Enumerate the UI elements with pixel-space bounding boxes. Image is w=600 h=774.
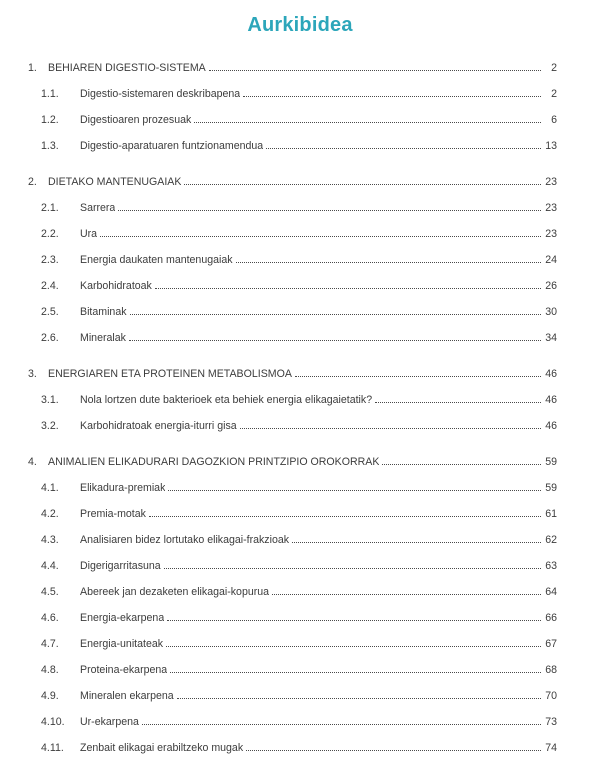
toc-entry-page: 68 bbox=[545, 664, 557, 676]
toc-entry[interactable] bbox=[28, 228, 557, 254]
dot-leader bbox=[266, 148, 541, 149]
dot-leader bbox=[382, 464, 541, 465]
toc-entry[interactable] bbox=[28, 612, 557, 638]
toc-entry-number: 4.8. bbox=[41, 664, 59, 676]
toc-entry-title: Ura bbox=[80, 228, 98, 240]
toc-entry-title: Digestioaren prozesuak bbox=[80, 114, 192, 126]
toc-entry-number: 4.10. bbox=[41, 716, 65, 728]
toc-entry[interactable] bbox=[28, 62, 557, 88]
toc-entry-number: 1.2. bbox=[41, 114, 59, 126]
toc-entry-page: 26 bbox=[545, 280, 557, 292]
toc-entry[interactable] bbox=[28, 638, 557, 664]
toc-entry-page: 59 bbox=[545, 456, 557, 468]
toc-entry-title: Karbohidratoak bbox=[80, 280, 152, 292]
toc-section bbox=[28, 368, 557, 446]
toc-entry-number: 2.6. bbox=[41, 332, 59, 344]
toc-entry-number: 4.2. bbox=[41, 508, 59, 520]
toc-entry[interactable] bbox=[28, 716, 557, 742]
toc-entry-page: 46 bbox=[545, 368, 557, 380]
dot-leader bbox=[100, 236, 541, 237]
toc-entry-title: Energia daukaten mantenugaiak bbox=[80, 254, 233, 266]
toc-entry-number: 4. bbox=[28, 456, 37, 468]
dot-leader bbox=[184, 184, 541, 185]
toc-entry-number: 2.5. bbox=[41, 306, 59, 318]
toc-entry-title: Karbohidratoak energia-iturri gisa bbox=[80, 420, 237, 432]
toc-entry-number: 4.6. bbox=[41, 612, 59, 624]
toc-list bbox=[28, 62, 557, 768]
toc-entry-number: 4.11. bbox=[41, 742, 64, 754]
toc-entry-number: 4.4. bbox=[41, 560, 59, 572]
toc-entry-number: 3.1. bbox=[41, 394, 59, 406]
toc-entry-number: 2.2. bbox=[41, 228, 59, 240]
toc-entry[interactable] bbox=[28, 254, 557, 280]
toc-entry-title: Ur-ekarpena bbox=[80, 716, 139, 728]
toc-entry-title: DIETAKO MANTENUGAIAK bbox=[48, 176, 182, 188]
toc-entry[interactable] bbox=[28, 742, 557, 768]
toc-entry-number: 2.1. bbox=[41, 202, 59, 214]
toc-entry-page: 63 bbox=[545, 560, 557, 572]
toc-entry-page: 46 bbox=[545, 420, 557, 432]
toc-entry-page: 13 bbox=[545, 140, 557, 152]
toc-entry-title: Elikadura-premiak bbox=[80, 482, 166, 494]
toc-entry-title: BEHIAREN DIGESTIO-SISTEMA bbox=[48, 62, 206, 74]
dot-leader bbox=[246, 750, 541, 751]
toc-entry-page: 34 bbox=[545, 332, 557, 344]
dot-leader bbox=[243, 96, 541, 97]
dot-leader bbox=[168, 490, 541, 491]
toc-entry-page: 61 bbox=[545, 508, 557, 520]
toc-entry-page: 70 bbox=[545, 690, 557, 702]
toc-entry-page: 73 bbox=[545, 716, 557, 728]
dot-leader bbox=[194, 122, 541, 123]
dot-leader bbox=[167, 620, 541, 621]
toc-entry[interactable] bbox=[28, 306, 557, 332]
toc-entry-title: Digestio-sistemaren deskribapena bbox=[80, 88, 241, 100]
toc-entry[interactable] bbox=[28, 176, 557, 202]
dot-leader bbox=[129, 340, 541, 341]
toc-entry-page: 2 bbox=[551, 62, 557, 74]
toc-entry-title: Premia-motak bbox=[80, 508, 146, 520]
toc-entry-number: 2.3. bbox=[41, 254, 59, 266]
dot-leader bbox=[177, 698, 541, 699]
toc-entry[interactable] bbox=[28, 280, 557, 306]
toc-entry-number: 4.7. bbox=[41, 638, 59, 650]
toc-entry-title: ENERGIAREN ETA PROTEINEN METABOLISMOA bbox=[48, 368, 292, 380]
toc-section bbox=[28, 176, 557, 358]
toc-entry-number: 1.3. bbox=[41, 140, 59, 152]
toc-entry-title: Mineralak bbox=[80, 332, 126, 344]
dot-leader bbox=[209, 70, 541, 71]
toc-entry[interactable] bbox=[28, 368, 557, 394]
toc-entry-number: 1.1. bbox=[41, 88, 59, 100]
toc-entry[interactable] bbox=[28, 664, 557, 690]
toc-entry[interactable] bbox=[28, 586, 557, 612]
toc-entry-page: 23 bbox=[545, 228, 557, 240]
toc-entry[interactable] bbox=[28, 508, 557, 534]
dot-leader bbox=[155, 288, 541, 289]
toc-entry-title: Mineralen ekarpena bbox=[80, 690, 174, 702]
toc-entry-number: 2.4. bbox=[41, 280, 59, 292]
toc-entry-page: 62 bbox=[545, 534, 557, 546]
dot-leader bbox=[240, 428, 541, 429]
toc-entry-title: ANIMALIEN ELIKADURARI DAGOZKION PRINTZIPIO OROKORRAK bbox=[48, 456, 380, 468]
toc-entry[interactable] bbox=[28, 114, 557, 140]
toc-entry-page: 23 bbox=[545, 202, 557, 214]
toc-entry[interactable] bbox=[28, 690, 557, 716]
toc-entry[interactable] bbox=[28, 140, 557, 166]
toc-entry-page: 23 bbox=[545, 176, 557, 188]
toc-entry-number: 2. bbox=[28, 176, 37, 188]
dot-leader bbox=[292, 542, 541, 543]
toc-entry-page: 59 bbox=[545, 482, 557, 494]
toc-entry-number: 3. bbox=[28, 368, 37, 380]
toc-entry-number: 4.9. bbox=[41, 690, 59, 702]
toc-entry[interactable] bbox=[28, 420, 557, 446]
toc-entry-title: Nola lortzen dute bakterioek eta behiek energia elikagaietatik? bbox=[80, 394, 373, 406]
toc-entry[interactable] bbox=[28, 332, 557, 358]
dot-leader bbox=[149, 516, 541, 517]
toc-entry-page: 6 bbox=[551, 114, 557, 126]
toc-entry-page: 30 bbox=[545, 306, 557, 318]
toc-entry-number: 3.2. bbox=[41, 420, 59, 432]
toc-entry-number: 4.5. bbox=[41, 586, 59, 598]
toc-entry-title: Proteina-ekarpena bbox=[80, 664, 168, 676]
toc-entry-page: 67 bbox=[545, 638, 557, 650]
toc-entry[interactable] bbox=[28, 560, 557, 586]
toc-entry[interactable] bbox=[28, 394, 557, 420]
dot-leader bbox=[118, 210, 541, 211]
toc-entry-page: 74 bbox=[545, 742, 557, 754]
dot-leader bbox=[166, 646, 541, 647]
toc-entry-page: 24 bbox=[545, 254, 557, 266]
toc-entry-title: Abereek jan dezaketen elikagai-kopurua bbox=[80, 586, 270, 598]
toc-section bbox=[28, 456, 557, 768]
toc-entry[interactable] bbox=[28, 482, 557, 508]
dot-leader bbox=[295, 376, 541, 377]
dot-leader bbox=[142, 724, 541, 725]
toc-entry[interactable] bbox=[28, 456, 557, 482]
toc-entry-page: 64 bbox=[545, 586, 557, 598]
toc-entry-title: Energia-ekarpena bbox=[80, 612, 165, 624]
dot-leader bbox=[164, 568, 541, 569]
toc-entry-title: Digestio-aparatuaren funtzionamendua bbox=[80, 140, 264, 152]
toc-entry-page: 46 bbox=[545, 394, 557, 406]
toc-entry-title: Bitaminak bbox=[80, 306, 127, 318]
toc-entry-title: Digerigarritasuna bbox=[80, 560, 161, 572]
toc-entry-number: 1. bbox=[28, 62, 37, 74]
toc-entry[interactable] bbox=[28, 534, 557, 560]
page-title: Aurkibidea bbox=[247, 14, 353, 36]
toc-entry-title: Analisiaren bidez lortutako elikagai-frakzioak bbox=[80, 534, 290, 546]
toc-entry-title: Energia-unitateak bbox=[80, 638, 164, 650]
document-page bbox=[0, 14, 600, 768]
toc-entry-title: Sarrera bbox=[80, 202, 116, 214]
dot-leader bbox=[130, 314, 541, 315]
dot-leader bbox=[236, 262, 541, 263]
dot-leader bbox=[272, 594, 541, 595]
toc-entry-title: Zenbait elikagai erabiltzeko mugak bbox=[80, 742, 244, 754]
dot-leader bbox=[170, 672, 541, 673]
dot-leader bbox=[375, 402, 541, 403]
toc-entry-number: 4.3. bbox=[41, 534, 59, 546]
toc-entry-page: 2 bbox=[551, 88, 557, 100]
toc-entry-page: 66 bbox=[545, 612, 557, 624]
toc-section bbox=[28, 62, 557, 166]
toc-entry[interactable] bbox=[28, 202, 557, 228]
toc-entry-number: 4.1. bbox=[41, 482, 59, 494]
toc-entry[interactable] bbox=[28, 88, 557, 114]
